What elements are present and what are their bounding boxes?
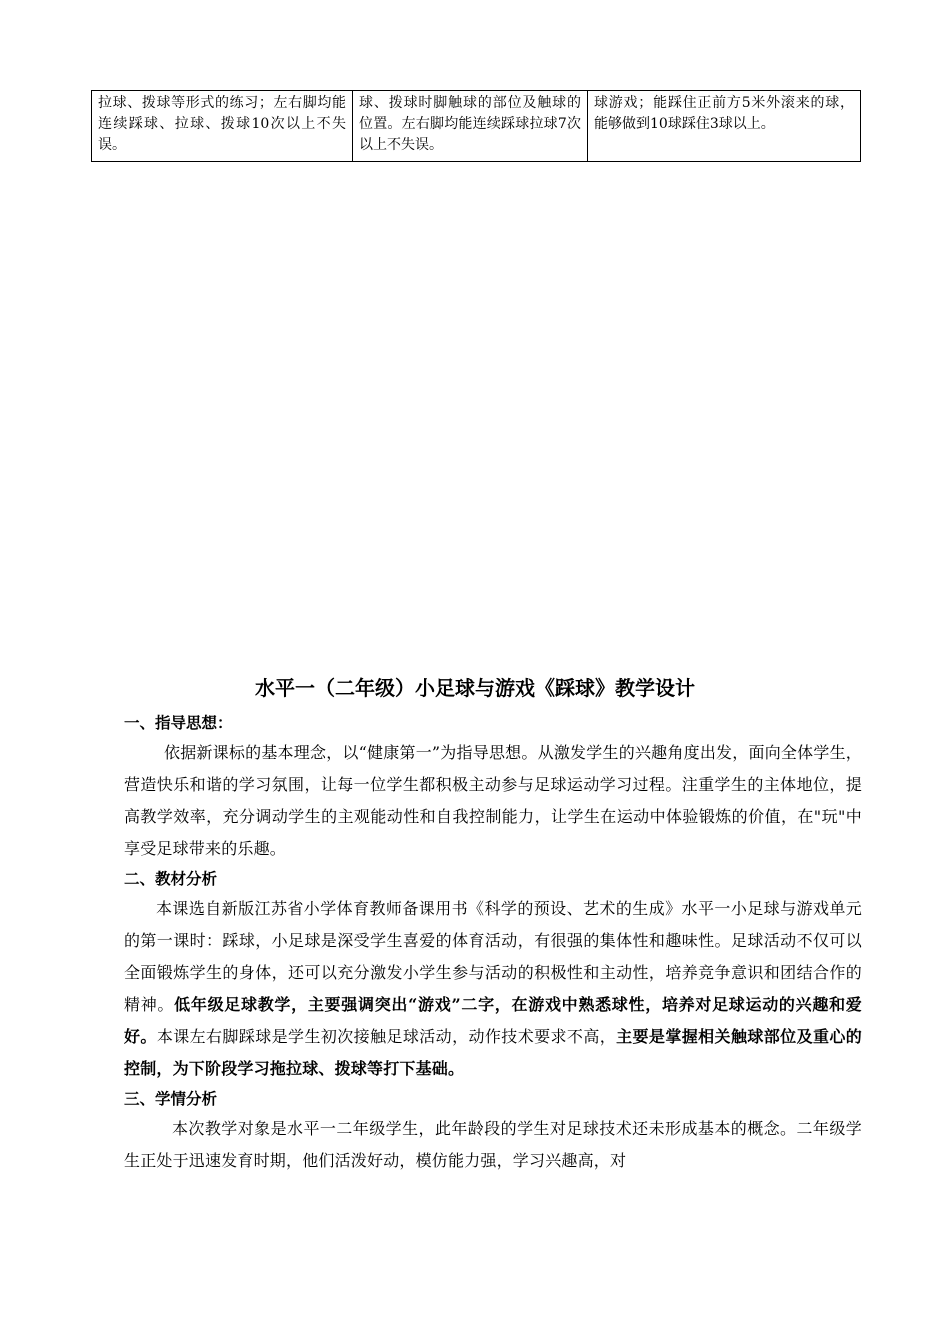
- paragraph-learner-analysis: 本次教学对象是水平一二年级学生，此年龄段的学生对足球技术还未形成基本的概念。二年级学生正处于迅速发育时期，他们活泼好动，模仿能力强，学习兴趣高，对: [124, 1119, 862, 1170]
- emphasis-text: 低年级足球教学，主要强调突出“游戏”二字，在游戏中熟悉球性，培养对足球运动的兴趣和爱好。: [124, 995, 862, 1046]
- emphasis-text: 主要是掌握相关触球部位及重心的控制，为下阶段学习拖拉球、拨球等打下基础。: [124, 1027, 862, 1078]
- table-cell: 球游戏；能踩住正前方5米外滚来的球，能够做到10球踩住3球以上。: [588, 91, 861, 162]
- document-title: 水平一（二年级）小足球与游戏《踩球》教学设计: [255, 676, 695, 700]
- table-row: [92, 91, 861, 162]
- table-cell: 拉球、拨球等形式的练习；左右脚均能连续踩球、拉球、拨球10次以上不失误。: [92, 91, 353, 162]
- objectives-table: [91, 90, 861, 162]
- table-cell: 球、拨球时脚触球的部位及触球的位置。左右脚均能连续踩球拉球7次以上不失误。: [353, 91, 588, 162]
- paragraph-guiding-ideology: 依据新课标的基本理念，以“健康第一”为指导思想。从激发学生的兴趣角度出发，面向全体学生，营造快乐和谐的学习氛围，让每一位学生都积极主动参与足球运动学习过程。注重学生的主体地位，提高教学效率，充分调动学生的主观能动性和自我控制能力，让学生在运动中体验锻炼的价值，在"玩"中享受足球带来的乐趣。: [124, 743, 862, 858]
- section-heading-guiding-ideology: 一、指导思想：: [124, 714, 233, 732]
- document-body: [124, 709, 862, 1177]
- paragraph-text: 本课选自新版江苏省小学体育教师备课用书《科学的预设、艺术的生成》水平一小足球与游戏单元的第一课时：踩球，小足球是深受学生喜爱的体育活动，有很强的集体性和趣味性。足球活动不仅可以全面锻炼学生的身体，还可以充分激发小学生参与活动的积极性和主动性，培养竞争意识和团结合作的精神。: [124, 899, 862, 1014]
- paragraph-material-analysis: [124, 893, 862, 1085]
- section-heading-learner-analysis: 三、学情分析: [124, 1090, 218, 1108]
- section-heading-material-analysis: 二、教材分析: [124, 870, 218, 888]
- paragraph-text: 本课左右脚踩球是学生初次接触足球活动，动作技术要求不高，: [156, 1027, 617, 1046]
